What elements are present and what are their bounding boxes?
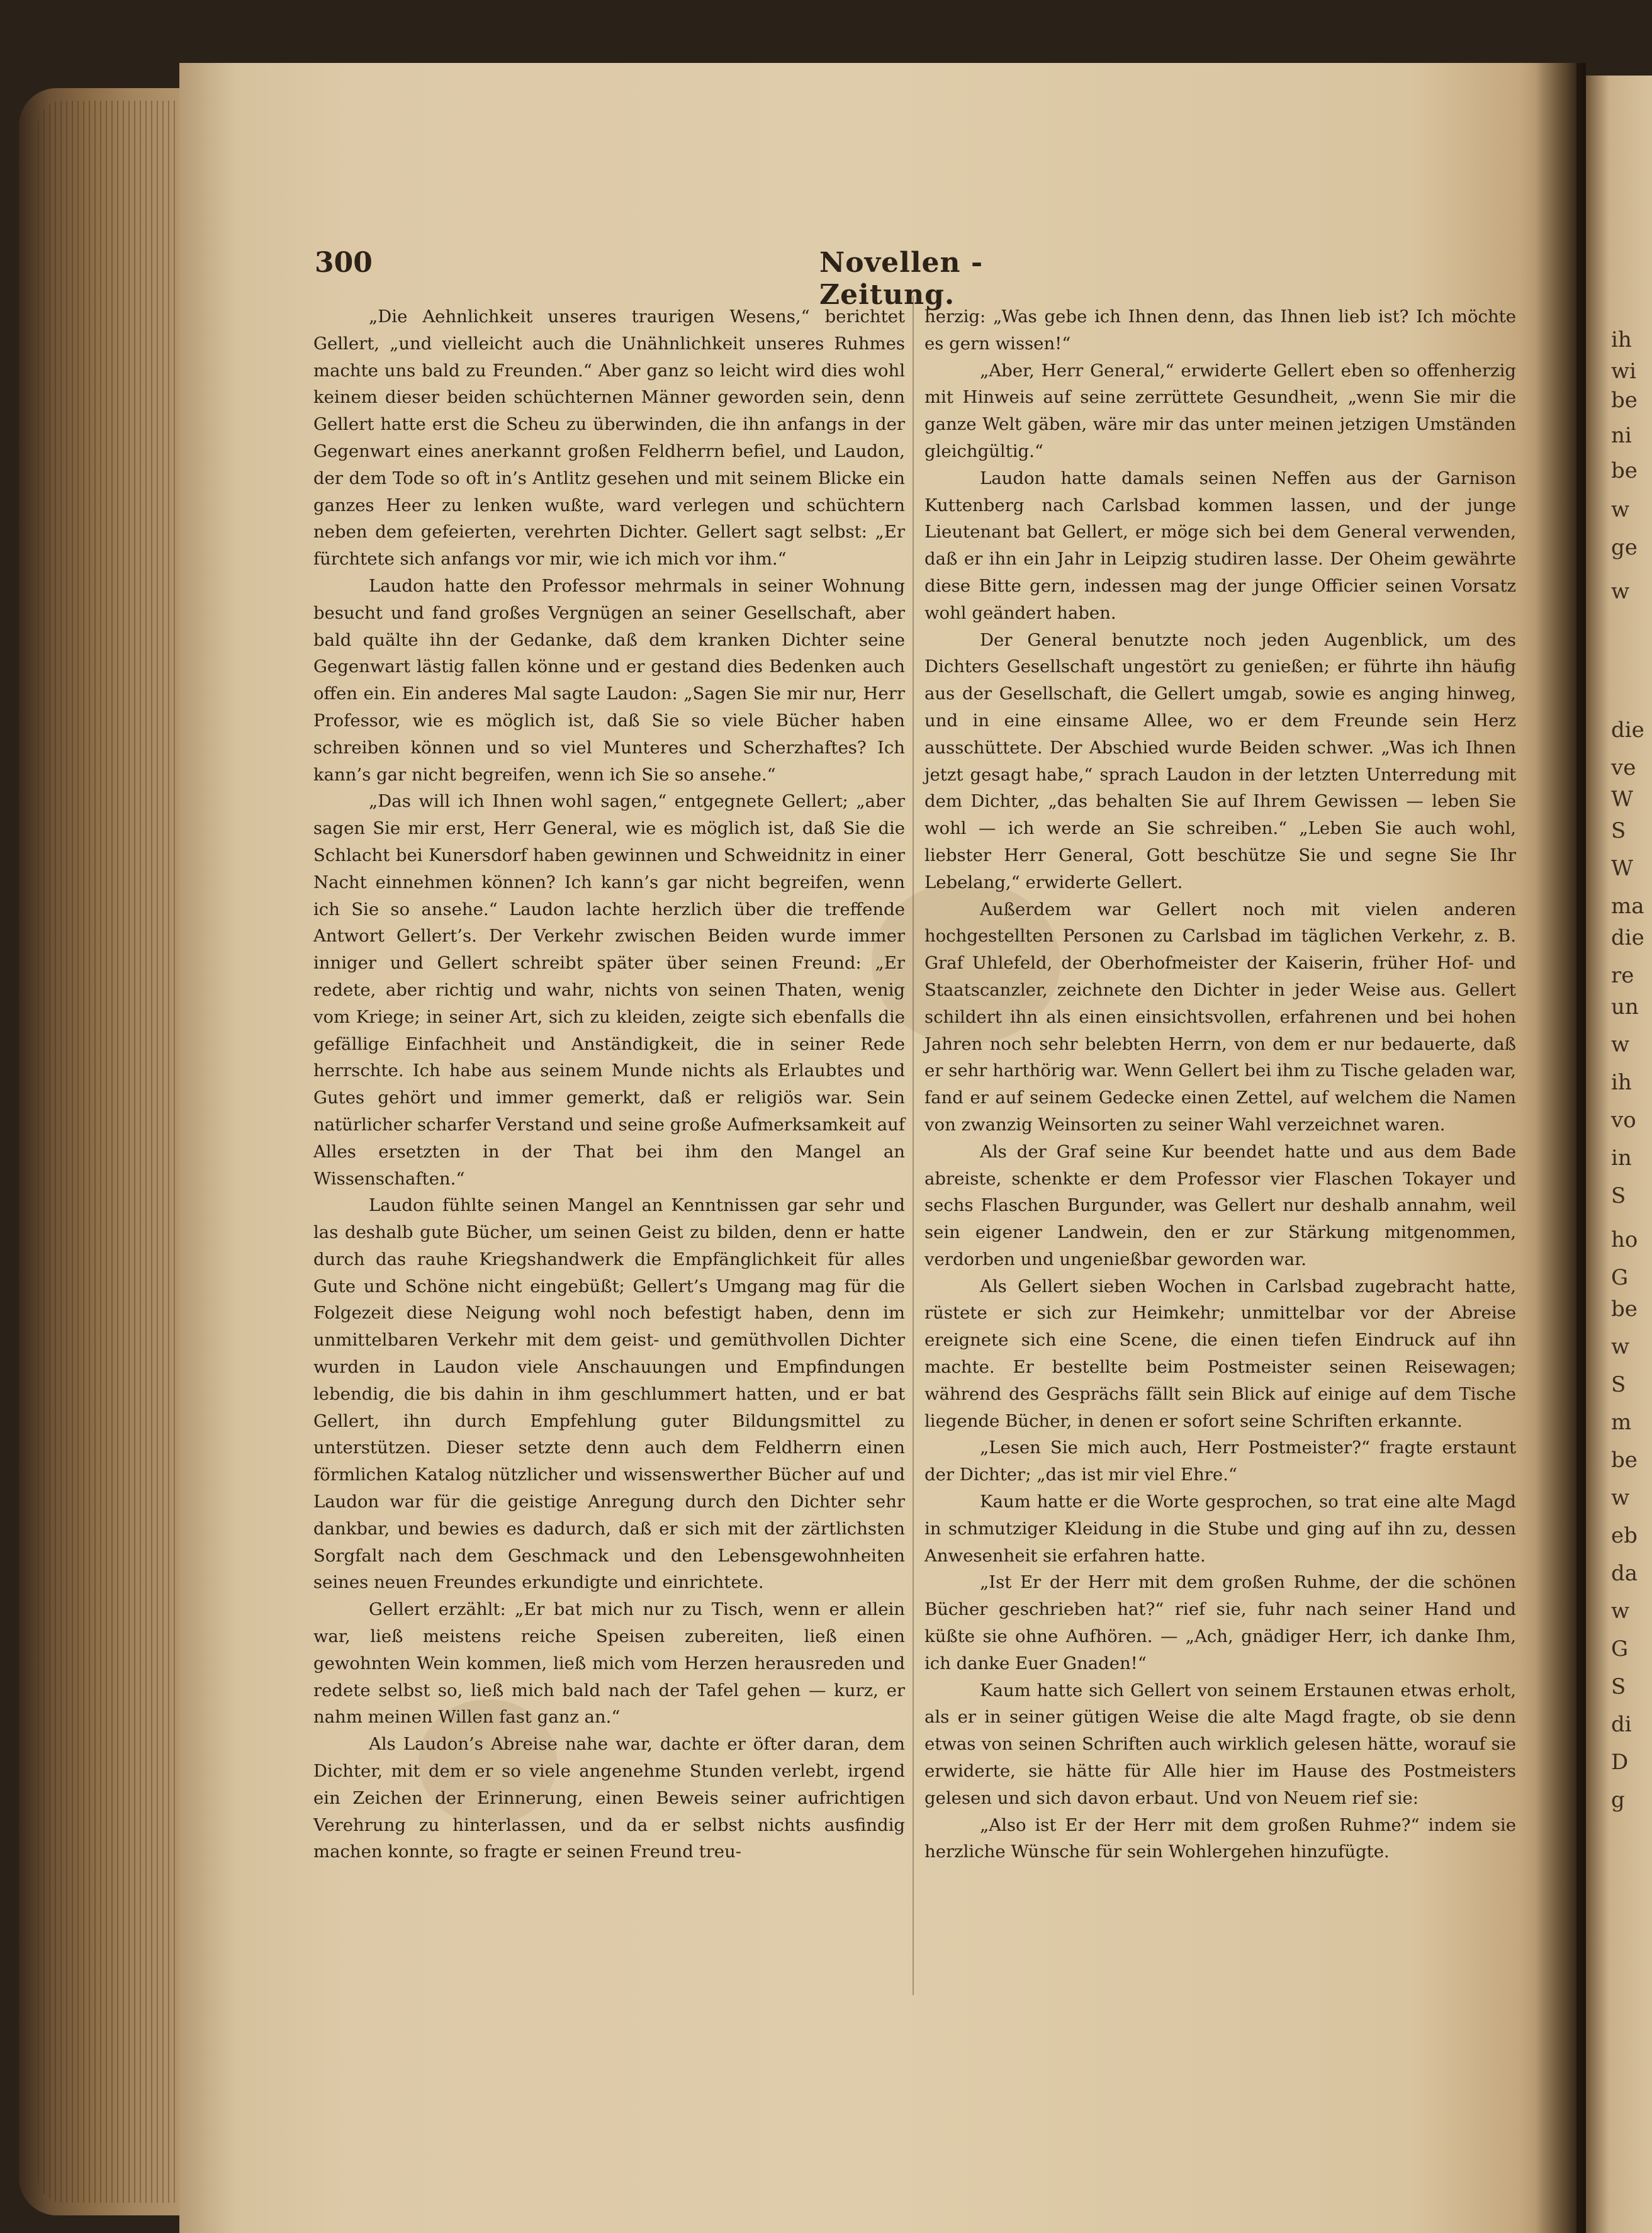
facing-page-fragment: ni <box>1611 423 1632 448</box>
right-column <box>924 303 1516 1865</box>
facing-page-fragment: ho <box>1611 1227 1638 1252</box>
paragraph: Laudon hatte den Professor mehrmals in seiner Wohnung besucht und fand großes Vergnügen an seiner Gesellschaft, aber bald quälte ihn der Gedanke, daß dem kranken Dichter seine Gegenwart lästig fallen könne und er gestand dies Bedenken auch offen ein. Ein anderes Mal sagte Laudon: „Sagen Sie mir nur, Herr Professor, wie es möglich ist, daß Sie so viele Bücher haben schreiben können und so viel Munteres und Scherzhaftes? Ich kann’s gar nicht begreifen, wenn ich Sie so ansehe.“ <box>313 575 905 785</box>
paragraph: Laudon hatte damals seinen Neffen aus der Garnison Kuttenberg nach Carlsbad kommen lassen, und der junge Lieutenant bat Gellert, er möge sich bei dem General verwenden, daß er ihn ein Jahr in Leipzig studiren lasse. Der Oheim gewährte diese Bitte gern, indessen mag der junge Officier seinen Vorsatz wohl geändert haben. <box>924 468 1516 623</box>
facing-page-fragment: be <box>1611 1448 1638 1473</box>
facing-page-fragment: w <box>1611 1599 1630 1624</box>
paragraph: „Die Aehnlichkeit unseres traurigen Wesens,“ berichtet Gellert, „und vielleicht auch die Unähnlichkeit unseres Ruhmes machte uns bald zu Freunden.“ Aber ganz so leicht wird dies wohl keinem dieser beiden schüchternen Männer geworden sein, denn Gellert hatte erst die Scheu zu überwinden, die ihn anfangs in der Gegenwart eines anerkannt großen Feldherrn befiel, und Laudon, der dem Tode so oft in’s Antlitz gesehen und mit seinem Blicke ein ganzes Heer zu lenken wußte, ward verlegen und schüchtern neben dem gefeierten, verehrten Dichter. Gellert sagt selbst: „Er fürchtete sich anfangs vor mir, wie ich mich vor ihm.“ <box>313 307 905 570</box>
facing-page-fragment: ih <box>1611 1070 1632 1095</box>
facing-page-fragment: G <box>1611 1265 1629 1290</box>
facing-page-fragment: in <box>1611 1145 1632 1171</box>
paragraph: Kaum hatte er die Worte gesprochen, so trat eine alte Magd in schmutziger Kleidung in die Stube und ging auf ihn zu, dessen Anwesenheit sie erfahren hatte. <box>924 1492 1516 1566</box>
facing-page-fragment: S <box>1611 1183 1626 1208</box>
paragraph: „Also ist Er der Herr mit dem großen Ruhme?“ indem sie herzliche Wünsche für sein Wohlergehen hinzufügte. <box>924 1814 1516 1862</box>
page-header <box>315 247 1007 311</box>
paragraph: Laudon fühlte seinen Mangel an Kenntnissen gar sehr und las deshalb gute Bücher, um seinen Geist zu bilden, denn er hatte durch das rauhe Kriegshandwerk die Empfänglichkeit für alles Gute und Schöne nicht eingebüßt; Gellert’s Umgang mag für die Folgezeit diese Neigung wohl noch befestigt haben, denn im unmittelbaren Verkehr mit dem geist- und gemüthvollen Dichter wurden in Laudon viele Anschauungen und Empfindungen lebendig, die bis dahin in ihm geschlummert hatten, und er bat Gellert, ihn durch Empfehlung guter Bildungsmittel zu unterstützen. Dieser setzte denn auch dem Feldherrn einen förmlichen Katalog nützlicher und wissenswerther Bücher auf und Laudon war für die geistige Anregung durch den Dichter sehr dankbar, und bewies es dadurch, daß er sich mit der zärtlichsten Sorgfalt nach dem Geschmack und den Lebensgewohnheiten seines neuen Freundes erkundigte und einrichtete. <box>313 1195 905 1593</box>
facing-page-fragment: un <box>1611 994 1639 1020</box>
facing-page-fragment: D <box>1611 1750 1629 1775</box>
facing-page-fragment: S <box>1611 818 1626 843</box>
facing-page-fragment: ih <box>1611 327 1632 352</box>
facing-page-fragment: re <box>1611 963 1634 988</box>
facing-page-fragment: die <box>1611 925 1644 950</box>
facing-page-fragment: w <box>1611 1032 1630 1057</box>
running-title: Novellen - Zeitung. <box>819 247 984 311</box>
facing-page-fragment: ge <box>1611 535 1638 560</box>
facing-page-fragment: be <box>1611 1296 1638 1322</box>
page-number: 300 <box>315 247 373 279</box>
page-edge-lines <box>38 101 183 2203</box>
paragraph: „Lesen Sie mich auch, Herr Postmeister?“ fragte erstaunt der Dichter; „das ist mir viel Ehre.“ <box>924 1437 1516 1485</box>
facing-page-fragment: G <box>1611 1636 1629 1662</box>
paragraph: „Aber, Herr General,“ erwiderte Gellert eben so offenherzig mit Hinweis auf seine zerrüttete Gesundheit, „wenn Sie mir die ganze Welt gäben, wäre mir das unter meinen jetzigen Umständen gleichgültig.“ <box>924 360 1516 461</box>
facing-page-fragment: be <box>1611 388 1638 413</box>
paragraph: Gellert erzählt: „Er bat mich nur zu Tisch, wenn er allein war, ließ meistens reiche Speisen zubereiten, ließ einen gewohnten Wein kommen, ließ mich vom Herzen herausreden und redete selbst so, ließ mich bald nach der Tafel gehen — kurz, er nahm meinen Willen fast ganz an.“ <box>313 1599 905 1728</box>
facing-page-fragment: w <box>1611 579 1630 604</box>
facing-page-fragment: di <box>1611 1712 1632 1737</box>
facing-page-fragment: W <box>1611 787 1633 812</box>
facing-page-fragment: S <box>1611 1372 1626 1397</box>
facing-page-fragment: be <box>1611 458 1638 483</box>
facing-page-fragment: w <box>1611 497 1630 522</box>
facing-page-fragment: vo <box>1611 1108 1636 1133</box>
facing-page-fragment: wi <box>1611 359 1636 384</box>
facing-page-fragment: w <box>1611 1485 1630 1510</box>
paragraph: herzig: „Was gebe ich Ihnen denn, das Ihnen lieb ist? Ich möchte es gern wissen!“ <box>924 307 1516 354</box>
paragraph: Außerdem war Gellert noch mit vielen anderen hochgestellten Personen zu Carlsbad im täglichen Verkehr, z. B. Graf Uhlefeld, der Oberhofmeister der Kaiserin, früher Hof- und Staatscanzler, zeichnete den Dichter in jeder Weise aus. Gellert schildert ihn als einen einsichtsvollen, erfahrenen und bei hohen Jahren noch sehr belebten Herrn, von dem er nur bedauerte, daß er sehr harthörig war. Wenn Gellert bei ihm zu Tische geladen war, fand er auf seinem Gedecke einen Zettel, auf welchem die Namen von zwanzig Weinsorten zu seiner Wahl verzeichnet waren. <box>924 899 1516 1135</box>
book-gutter <box>1536 63 1586 2233</box>
facing-page-fragment: da <box>1611 1561 1638 1586</box>
facing-page-fragment: m <box>1611 1410 1632 1435</box>
paragraph: Als Laudon’s Abreise nahe war, dachte er öfter daran, dem Dichter, mit dem er so viele angenehme Stunden verlebt, irgend ein Zeichen der Erinnerung, einen Beweis seiner aufrichtigen Verehrung zu hinterlassen, und da er selbst nichts ausfindig machen konnte, so fragte er seinen Freund treu- <box>313 1734 905 1862</box>
facing-page-fragment: eb <box>1611 1523 1638 1548</box>
facing-page-fragment: w <box>1611 1334 1630 1359</box>
facing-page-fragment: g <box>1611 1787 1625 1813</box>
paragraph: „Ist Er der Herr mit dem großen Ruhme, der die schönen Bücher geschrieben hat?“ rief sie, fuhr nach seiner Hand und küßte sie ohne Aufhören. — „Ach, gnädiger Herr, ich danke Ihm, ich danke Euer Gnaden!“ <box>924 1572 1516 1673</box>
facing-page-fragment: die <box>1611 717 1644 743</box>
paragraph: „Das will ich Ihnen wohl sagen,“ entgegnete Gellert; „aber sagen Sie mir erst, Herr General, wie es möglich ist, daß Sie die Schlacht bei Kunersdorf haben gewinnen und Schweidnitz in einer Nacht einnehmen können? Ich kann’s gar nicht begreifen, wenn ich Sie so ansehe.“ Laudon lachte herzlich über die treffende Antwort Gellert’s. Der Verkehr zwischen Beiden wurde immer inniger und Gellert schreibt später über seinen Freund: „Er redete, aber richtig und wahr, nichts von seinen Thaten, wenig vom Kriege; in seiner Art, sich zu kleiden, zeigte sich ebenfalls die gefällige Einfachheit und Anständigkeit, die in seiner Rede herrschte. Ich habe aus seinem Munde nichts als Erlaubtes und Gutes gehört und immer gemerkt, daß er religiös war. Sein natürlicher scharfer Verstand und seine große Aufmerksamkeit auf Alles ersetzten in der That bei ihm den Mangel an Wissenschaften.“ <box>313 791 905 1189</box>
paragraph: Kaum hatte sich Gellert von seinem Erstaunen etwas erholt, als er in seiner gütigen Weise die alte Magd fragte, ob sie denn etwas von seinen Schriften auch wirklich gelesen hätte, worauf sie erwiderte, sie hätte für Alle hier im Hause des Postmeisters gelesen und sich davon erbaut. Und von Neuem rief sie: <box>924 1680 1516 1808</box>
paragraph: Als der Graf seine Kur beendet hatte und aus dem Bade abreiste, schenkte er dem Professor vier Flaschen Tokayer und sechs Flaschen Burgunder, was Gellert nur deshalb annahm, weil sein eigener Landwein, den er zur Stärkung mitgenommen, verdorben und ungenießbar geworden war. <box>924 1141 1516 1269</box>
facing-page <box>1586 76 1652 2233</box>
facing-page-fragment: S <box>1611 1674 1626 1699</box>
left-column <box>313 303 905 1865</box>
facing-page-fragment: W <box>1611 856 1633 881</box>
column-divider <box>913 296 914 1995</box>
paragraph: Als Gellert sieben Wochen in Carlsbad zugebracht hatte, rüstete er sich zur Heimkehr; unmittelbar vor der Abreise ereignete sich eine Scene, die einen tiefen Eindruck auf ihn machte. Er bestellte beim Postmeister seinen Reisewagen; während des Gesprächs fällt sein Blick auf einige auf dem Tische liegende Bücher, in denen er sofort seine Schriften erkannte. <box>924 1276 1516 1431</box>
facing-page-fragment: ve <box>1611 755 1636 780</box>
paragraph: Der General benutzte noch jeden Augenblick, um des Dichters Gesellschaft ungestört zu genießen; er führte ihn häufig aus der Gesellschaft, die Gellert umgab, sowie es anging hinweg, und in eine einsame Allee, wo er dem Freunde sein Herz ausschüttete. Der Abschied wurde Beiden schwer. „Was ich Ihnen jetzt gesagt habe,“ sprach Laudon in der letzten Unterredung mit dem Dichter, „das behalten Sie auf Ihrem Gewissen — leben Sie wohl — ich werde an Sie schreiben.“ „Leben Sie auch wohl, liebster Herr General, Gott beschütze Sie und segne Sie Ihr Lebelang,“ erwiderte Gellert. <box>924 629 1516 892</box>
facing-page-fragment: ma <box>1611 894 1644 919</box>
